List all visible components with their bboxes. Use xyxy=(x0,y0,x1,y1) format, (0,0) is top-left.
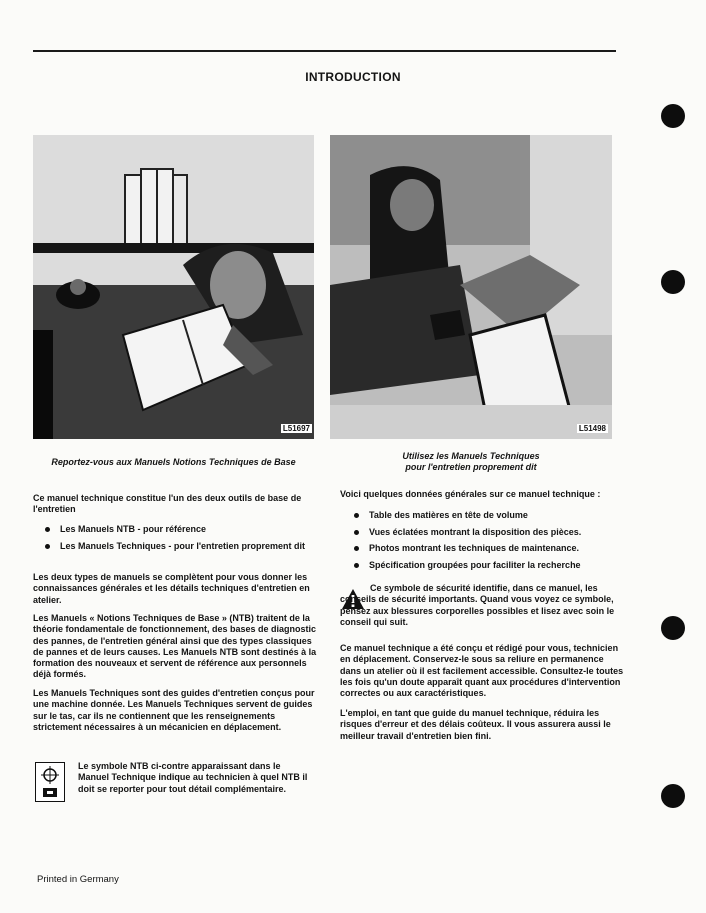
binder-hole-4 xyxy=(661,784,685,808)
left-para-1-text: Les deux types de manuels se complètent pour vous donner les connaissances générales et les détails techniques d'entretien en atelier. xyxy=(33,572,310,605)
list-item: Les Manuels Techniques - pour l'entretien proprement dit xyxy=(33,541,323,553)
list-item: Les Manuels NTB - pour référence xyxy=(33,524,323,536)
right-para-2-text: L'emploi, en tant que guide du manuel technique, réduira les risques d'erreur et des délais coûteux. Il vous assurera aussi le meilleur travail d'entretien bien fini. xyxy=(340,708,611,741)
binder-hole-3 xyxy=(661,616,685,640)
left-para-3-text: Les Manuels Techniques sont des guides d'entretien conçus pour une machine donnée. Les Manuels Techniques servent de guides sur le tas, car ils ne contiennent que les renseignements strictement nécessaires à un mécanicien en déplacement. xyxy=(33,688,315,732)
left-para-1 xyxy=(33,572,323,606)
list-item: Table des matières en tête de volume xyxy=(342,510,632,522)
right-intro xyxy=(340,489,630,500)
right-para-1 xyxy=(340,643,624,699)
ntb-note xyxy=(78,761,313,795)
page-title: INTRODUCTION xyxy=(305,70,401,84)
left-para-2 xyxy=(33,613,323,681)
safety-note-text: Ce symbole de sécurité identifie, dans ce manuel, les conseils de sécurité importants. Quand vous voyez ce symbole, pensez aux blessures corporelles possibles et lisez avec soin le conseil qui suit. xyxy=(340,583,615,627)
photo-code-right: L51498 xyxy=(578,424,606,433)
photo-reading-manual xyxy=(33,135,314,439)
left-para-3 xyxy=(33,688,323,733)
right-para-1-text: Ce manuel technique a été conçu et rédigé pour vous, technicien en déplacement. Conservez-le sous sa reliure en permanence dans un atelier où il est facilement accessible. Consultez-le toutes les fois qu'un doute apparaît quant aux procédures d'intervention correctes ou aux caractéristiques. xyxy=(340,643,624,699)
photo-code-left: L51697 xyxy=(282,424,310,433)
right-para-2 xyxy=(340,708,624,742)
left-intro xyxy=(33,493,323,516)
right-intro-text: Voici quelques données générales sur ce manuel technique : xyxy=(340,489,601,499)
ntb-note-text: Le symbole NTB ci-contre apparaissant dans le Manuel Technique indique au technicien à quel NTB il doit se reporter pour tout détail complémentaire. xyxy=(78,761,308,794)
ntb-manual-list xyxy=(33,524,323,557)
left-para-2-text: Les Manuels « Notions Techniques de Base » (NTB) traitent de la théorie fondamentale de fonctionnement, des bases de diagnostic des pannes, de l'entretien général ainsi que des types classiques de pannes et de leurs causes. Les Manuels NTB sont destinés à la formation des nouveaux et servent de référence aux personnels déjà formés. xyxy=(33,613,317,680)
header-rule xyxy=(33,50,616,52)
binder-hole-1 xyxy=(661,104,685,128)
photo-using-manual-image xyxy=(330,135,612,439)
list-item: Photos montrant les techniques de maintenance. xyxy=(342,543,632,555)
binder-hole-2 xyxy=(661,270,685,294)
caption-right-line2: pour l'entretien proprement dit xyxy=(405,462,537,472)
manual-features-list xyxy=(342,510,632,576)
safety-note xyxy=(340,583,622,628)
list-item: Vues éclatées montrant la disposition des pièces. xyxy=(342,527,632,539)
caption-right-line1: Utilisez les Manuels Techniques xyxy=(402,451,540,461)
left-intro-text: Ce manuel technique constitue l'un des deux outils de base de l'entretien xyxy=(33,493,302,515)
ntb-symbol-icon xyxy=(35,762,65,802)
footer-printed-in: Printed in Germany xyxy=(37,874,119,885)
photo-using-manual xyxy=(330,135,612,439)
caption-left: Reportez-vous aux Manuels Notions Techniques de Base xyxy=(51,457,296,467)
photo-reading-manual-image xyxy=(33,135,314,439)
list-item: Spécification groupées pour faciliter la recherche xyxy=(342,560,632,572)
